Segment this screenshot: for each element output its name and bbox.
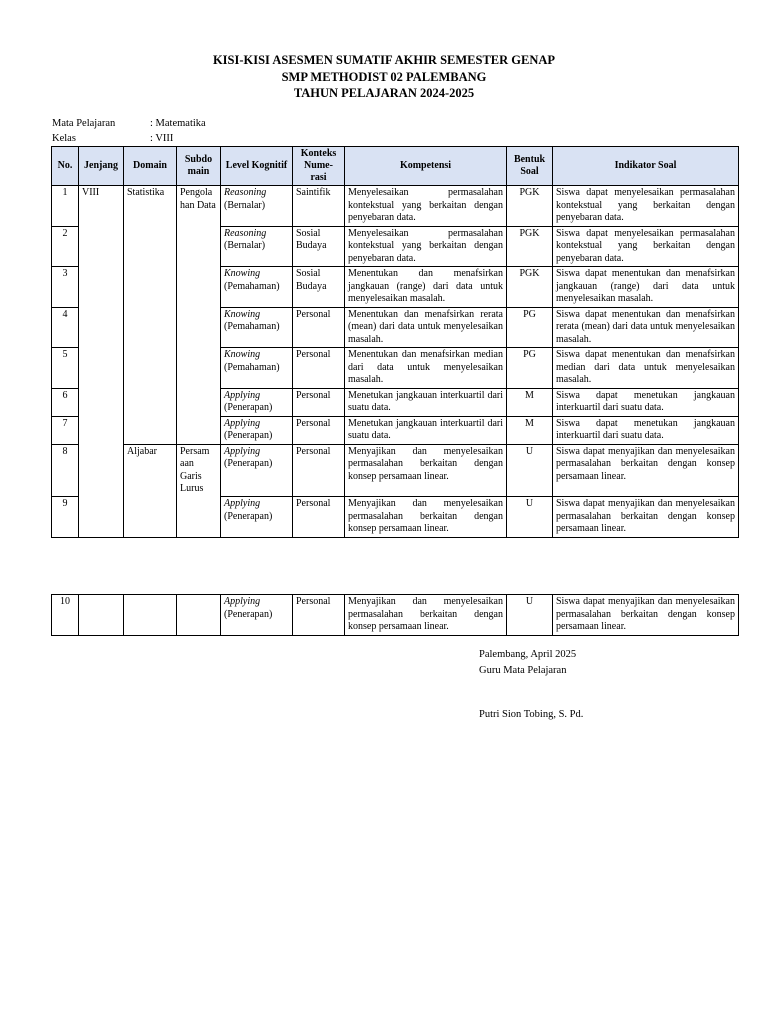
cell-bentuk: PG <box>507 348 553 389</box>
level-sub: (Penerapan) <box>224 608 273 620</box>
cell-jenjang <box>79 267 124 308</box>
table-row <box>52 416 739 444</box>
cell-level <box>221 186 293 227</box>
cell-kompetensi: Menetukan jangkauan interkuartil dari suatu data. <box>345 416 507 444</box>
cell-konteks: Personal <box>293 348 345 389</box>
signature-place-date: Palembang, April 2025 <box>479 649 577 660</box>
cell-level <box>221 267 293 308</box>
cell-domain <box>124 497 177 538</box>
cell-jenjang <box>79 348 124 389</box>
header-indikator: Indikator Soal <box>553 147 739 186</box>
table-row <box>52 307 739 348</box>
cell-domain: Statistika <box>124 186 177 227</box>
level-sub: (Pemahaman) <box>224 361 280 373</box>
cell-konteks: Sosial Budaya <box>293 267 345 308</box>
cell-no: 8 <box>52 444 79 497</box>
table-row <box>52 388 739 416</box>
cell-no: 4 <box>52 307 79 348</box>
cell-subdomain <box>177 307 221 348</box>
cell-subdomain <box>177 416 221 444</box>
cell-level <box>221 348 293 389</box>
cell-bentuk: M <box>507 388 553 416</box>
header-no: No. <box>52 147 79 186</box>
cell-kompetensi: Menetukan jangkauan interkuartil dari suatu data. <box>345 388 507 416</box>
cell-konteks: Personal <box>293 307 345 348</box>
cell-level <box>221 497 293 538</box>
level-sub: (Bernalar) <box>224 240 266 251</box>
subject-label: Mata Pelajaran <box>52 118 116 129</box>
document-title <box>0 52 768 102</box>
cell-bentuk: PGK <box>507 226 553 267</box>
cell-konteks: Personal <box>293 444 345 497</box>
title-line-3: TAHUN PELAJARAN 2024-2025 <box>293 86 475 100</box>
cell-subdomain: Pengola han Data <box>177 186 221 227</box>
cell-jenjang <box>79 388 124 416</box>
cell-subdomain <box>177 388 221 416</box>
table-row <box>52 595 739 636</box>
level-main: Applying <box>224 596 261 607</box>
cell-domain <box>124 595 177 636</box>
cell-bentuk: U <box>507 497 553 538</box>
class-value: : VIII <box>150 133 174 144</box>
cell-subdomain: Persam aan Garis Lurus <box>177 444 221 497</box>
cell-jenjang <box>79 226 124 267</box>
cell-level <box>221 226 293 267</box>
cell-no: 10 <box>52 595 79 636</box>
cell-indikator: Siswa dapat menetukan jangkauan interkuartil dari suatu data. <box>553 416 739 444</box>
cell-indikator: Siswa dapat menyelesaikan permasalahan kontekstual yang berkaitan dengan penyebaran data. <box>553 186 739 227</box>
header-bentuk: Bentuk Soal <box>507 147 553 186</box>
cell-jenjang <box>79 497 124 538</box>
level-main: Reasoning <box>224 187 267 198</box>
cell-bentuk: M <box>507 416 553 444</box>
header-level: Level Kognitif <box>221 147 293 186</box>
cell-bentuk: PGK <box>507 267 553 308</box>
class-label: Kelas <box>52 133 76 144</box>
table-row <box>52 267 739 308</box>
header-konteks: Konteks Nume- rasi <box>293 147 345 186</box>
cell-no: 2 <box>52 226 79 267</box>
level-sub: (Penerapan) <box>224 402 273 413</box>
cell-domain <box>124 267 177 308</box>
level-main: Applying <box>224 445 261 457</box>
cell-subdomain <box>177 348 221 389</box>
title-line-1: KISI-KISI ASESMEN SUMATIF AKHIR SEMESTER GENAP <box>212 53 556 67</box>
level-main: Reasoning <box>224 227 267 239</box>
signature-name: Putri Sion Tobing, S. Pd. <box>479 709 584 720</box>
cell-subdomain <box>177 267 221 308</box>
level-sub: (Pemahaman) <box>224 321 280 332</box>
cell-bentuk: U <box>507 444 553 497</box>
cell-domain <box>124 307 177 348</box>
cell-indikator: Siswa dapat menyelesaikan permasalahan kontekstual yang berkaitan dengan penyebaran data. <box>553 226 739 267</box>
cell-no: 6 <box>52 388 79 416</box>
class-line <box>52 131 173 146</box>
cell-kompetensi: Menentukan dan menafsirkan median dari data untuk menyelesaikan masalah. <box>345 348 507 389</box>
level-sub: (Penerapan) <box>224 430 273 441</box>
cell-indikator: Siswa dapat menentukan dan menafsirkan jangkauan (range) dari data untuk menyelesaikan masalah. <box>553 267 739 308</box>
kisi-kisi-table <box>51 146 739 538</box>
cell-jenjang <box>79 444 124 497</box>
cell-no: 1 <box>52 186 79 227</box>
table-row <box>52 186 739 227</box>
cell-bentuk: U <box>507 595 553 636</box>
header-jenjang: Jenjang <box>79 147 124 186</box>
cell-jenjang: VIII <box>79 186 124 227</box>
cell-kompetensi: Menyajikan dan menyelesaikan permasalahan berkaitan dengan konsep persamaan linear. <box>345 595 507 636</box>
header-domain: Domain <box>124 147 177 186</box>
cell-indikator: Siswa dapat menentukan dan menafsirkan rerata (mean) dari data untuk menyelesaikan masalah. <box>553 307 739 348</box>
cell-kompetensi: Menentukan dan menafsirkan jangkauan (range) dari data untuk menyelesaikan masalah. <box>345 267 507 308</box>
cell-indikator: Siswa dapat menentukan dan menafsirkan median dari data untuk menyelesaikan masalah. <box>553 348 739 389</box>
level-sub: (Penerapan) <box>224 458 273 469</box>
header-subdomain: Subdo main <box>177 147 221 186</box>
cell-level <box>221 595 293 636</box>
cell-level <box>221 444 293 497</box>
kisi-kisi-table-continued <box>51 594 739 636</box>
cell-konteks: Personal <box>293 388 345 416</box>
cell-level <box>221 416 293 444</box>
cell-jenjang <box>79 595 124 636</box>
level-sub: (Pemahaman) <box>224 280 280 292</box>
title-line-2: SMP METHODIST 02 PALEMBANG <box>281 69 487 84</box>
cell-konteks: Saintifik <box>293 186 345 227</box>
cell-indikator: Siswa dapat menyajikan dan menyelesaikan permasalahan berkaitan dengan konsep persamaan linear. <box>553 497 739 538</box>
header-kompetensi: Kompetensi <box>345 147 507 186</box>
cell-no: 7 <box>52 416 79 444</box>
signature-role: Guru Mata Pelajaran <box>479 665 567 676</box>
table-header-row <box>52 147 739 186</box>
cell-domain <box>124 226 177 267</box>
table-row <box>52 497 739 538</box>
subject-line <box>52 116 206 131</box>
cell-kompetensi: Menyajikan dan menyelesaikan permasalahan berkaitan dengan konsep persamaan linear. <box>345 444 507 497</box>
level-main: Applying <box>224 417 261 429</box>
cell-level <box>221 307 293 348</box>
cell-indikator: Siswa dapat menyajikan dan menyelesaikan permasalahan berkaitan dengan konsep persamaan linear. <box>553 595 739 636</box>
cell-domain <box>124 388 177 416</box>
level-main: Applying <box>224 498 261 509</box>
cell-kompetensi: Menyajikan dan menyelesaikan permasalahan berkaitan dengan konsep persamaan linear. <box>345 497 507 538</box>
cell-kompetensi: Menentukan dan menafsirkan rerata (mean) dari data untuk menyelesaikan masalah. <box>345 307 507 348</box>
cell-jenjang <box>79 416 124 444</box>
table-row <box>52 348 739 389</box>
cell-no: 5 <box>52 348 79 389</box>
level-main: Knowing <box>224 268 261 279</box>
cell-subdomain <box>177 226 221 267</box>
cell-jenjang <box>79 307 124 348</box>
cell-domain: Aljabar <box>124 444 177 497</box>
cell-bentuk: PG <box>507 307 553 348</box>
cell-subdomain <box>177 595 221 636</box>
level-main: Applying <box>224 389 261 401</box>
cell-bentuk: PGK <box>507 186 553 227</box>
cell-level <box>221 388 293 416</box>
level-main: Knowing <box>224 349 261 360</box>
table-row <box>52 226 739 267</box>
table-row <box>52 444 739 497</box>
cell-konteks: Personal <box>293 595 345 636</box>
cell-konteks: Personal <box>293 497 345 538</box>
cell-no: 9 <box>52 497 79 538</box>
cell-domain <box>124 416 177 444</box>
level-sub: (Bernalar) <box>224 199 266 211</box>
cell-indikator: Siswa dapat menyajikan dan menyelesaikan permasalahan berkaitan dengan konsep persamaan linear. <box>553 444 739 497</box>
cell-kompetensi: Menyelesaikan permasalahan kontekstual yang berkaitan dengan penyebaran data. <box>345 226 507 267</box>
level-main: Knowing <box>224 308 261 320</box>
cell-konteks: Personal <box>293 416 345 444</box>
cell-no: 3 <box>52 267 79 308</box>
cell-indikator: Siswa dapat menetukan jangkauan interkuartil dari suatu data. <box>553 388 739 416</box>
subject-value: : Matematika <box>150 118 206 129</box>
cell-subdomain <box>177 497 221 538</box>
cell-kompetensi: Menyelesaikan permasalahan kontekstual yang berkaitan dengan penyebaran data. <box>345 186 507 227</box>
cell-domain <box>124 348 177 389</box>
level-sub: (Penerapan) <box>224 510 273 522</box>
cell-konteks: Sosial Budaya <box>293 226 345 267</box>
